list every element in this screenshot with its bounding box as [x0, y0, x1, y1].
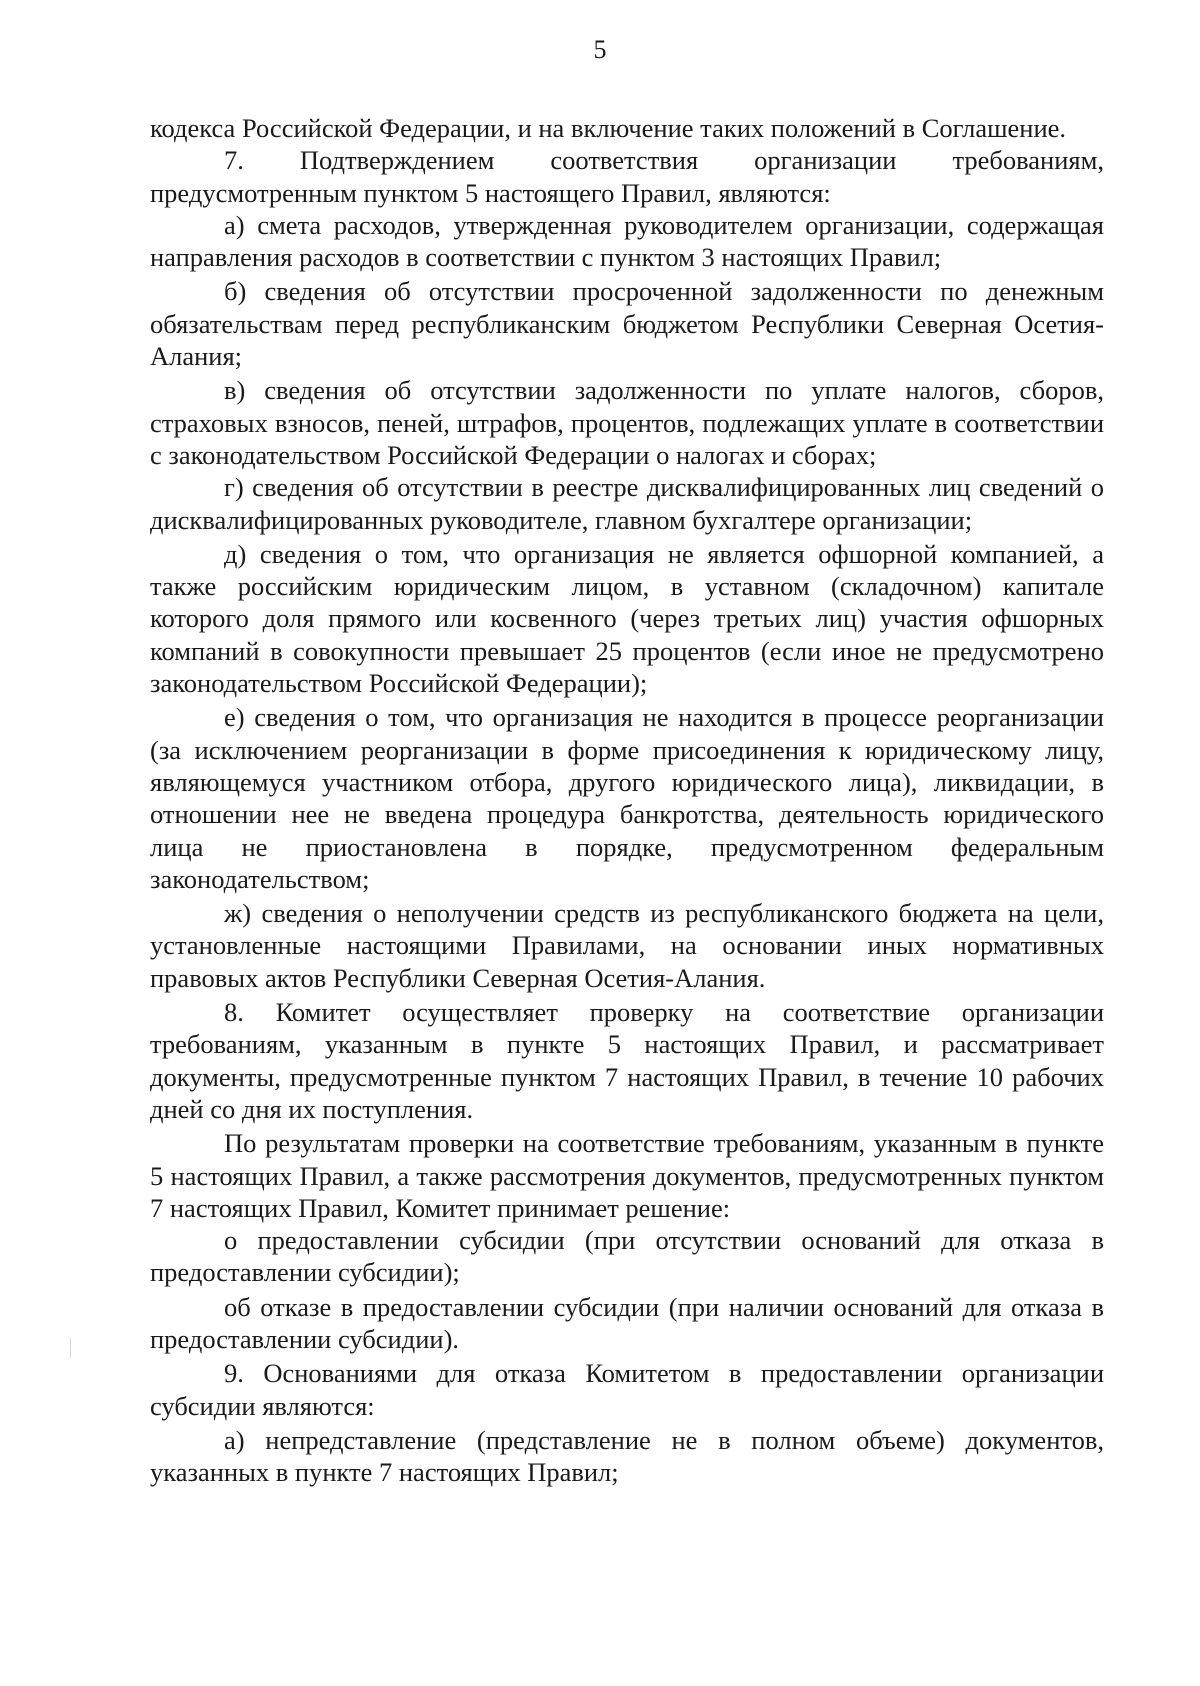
paragraph-item-7a: а) смета расходов, утвержденная руководителем организации, содержащая направления расходов в соответствии с пунктом 3 настоящих Правил;: [150, 209, 1104, 273]
scan-artifact-line: [70, 1338, 71, 1358]
paragraph-item-9a: а) непредставление (представление не в полном объеме) документов, указанных в пункте 7 настоящих Правил;: [150, 1424, 1104, 1488]
paragraph-item-9: 9. Основаниями для отказа Комитетом в предоставлении организации субсидии являются:: [150, 1358, 1104, 1421]
paragraph-continuation-codex: кодекса Российской Федерации, и на включение таких положений в Соглашение.: [150, 113, 1067, 143]
page-number: 5: [593, 35, 607, 64]
paragraph-item-7b: б) сведения об отсутствии просроченной задолженности по денежным обязательствам перед республиканским бюджетом Республики Северная Осетия-Алания;: [150, 276, 1104, 372]
paragraph-item-7e: е) сведения о том, что организация не находится в процессе реорганизации (за исключением реорганизации в форме присоединения к юридическому лицу, являющемуся участником отбора, другого юридического лица), ликвидации, в отношении нее не введена процедура банкротства, деятельность юридического лица не приостановлена в порядке, предусмотренном федеральным законодательством;: [150, 702, 1104, 894]
paragraph-item-7d: д) сведения о том, что организация не является офшорной компанией, а также российским юридическим лицом, в уставном (складочном) капитале которого доля прямого или косвенного (через третьих лиц) участия офшорных компаний в совокупности превышает 25 процентов (если иное не предусмотрено законодательством Российской Федерации);: [150, 538, 1104, 699]
paragraph-item-7g: г) сведения об отсутствии в реестре дисквалифицированных лиц сведений о дисквалифицированных руководителе, главном бухгалтере организации;: [150, 472, 1104, 535]
paragraph-item-7zh: ж) сведения о неполучении средств из республиканского бюджета на цели, установленные настоящими Правилами, на основании иных нормативных правовых актов Республики Северная Осетия-Алания.: [150, 898, 1104, 993]
paragraph-review-results: По результатам проверки на соответствие требованиям, указанным в пункте 5 настоящих Правил, а также рассмотрения документов, предусмотренных пунктом 7 настоящих Правил, Комитет принимает решение:: [150, 1128, 1104, 1223]
paragraph-item-8: 8. Комитет осуществляет проверку на соответствие организации требованиям, указанным в пункте 5 настоящих Правил, и рассматривает документы, предусмотренные пунктом 7 настоящих Правил, в течение 10 рабочих дней со дня их поступления.: [150, 997, 1104, 1124]
paragraph-decision-refuse: об отказе в предоставлении субсидии (при наличии оснований для отказа в предоставлении субсидии).: [150, 1291, 1104, 1354]
paragraph-item-7: 7. Подтверждением соответствия организации требованиям, предусмотренным пунктом 5 настоящего Правил, являются:: [150, 145, 1104, 208]
paragraph-item-7v: в) сведения об отсутствии задолженности по уплате налогов, сборов, страховых взносов, пеней, штрафов, процентов, подлежащих уплате в соответствии с законодательством Российской Федерации о налогах и сборах;: [150, 375, 1104, 470]
document-body: [150, 112, 1104, 1488]
paragraph-decision-grant: о предоставлении субсидии (при отсутствии оснований для отказа в предоставлении субсидии);: [150, 1225, 1104, 1288]
